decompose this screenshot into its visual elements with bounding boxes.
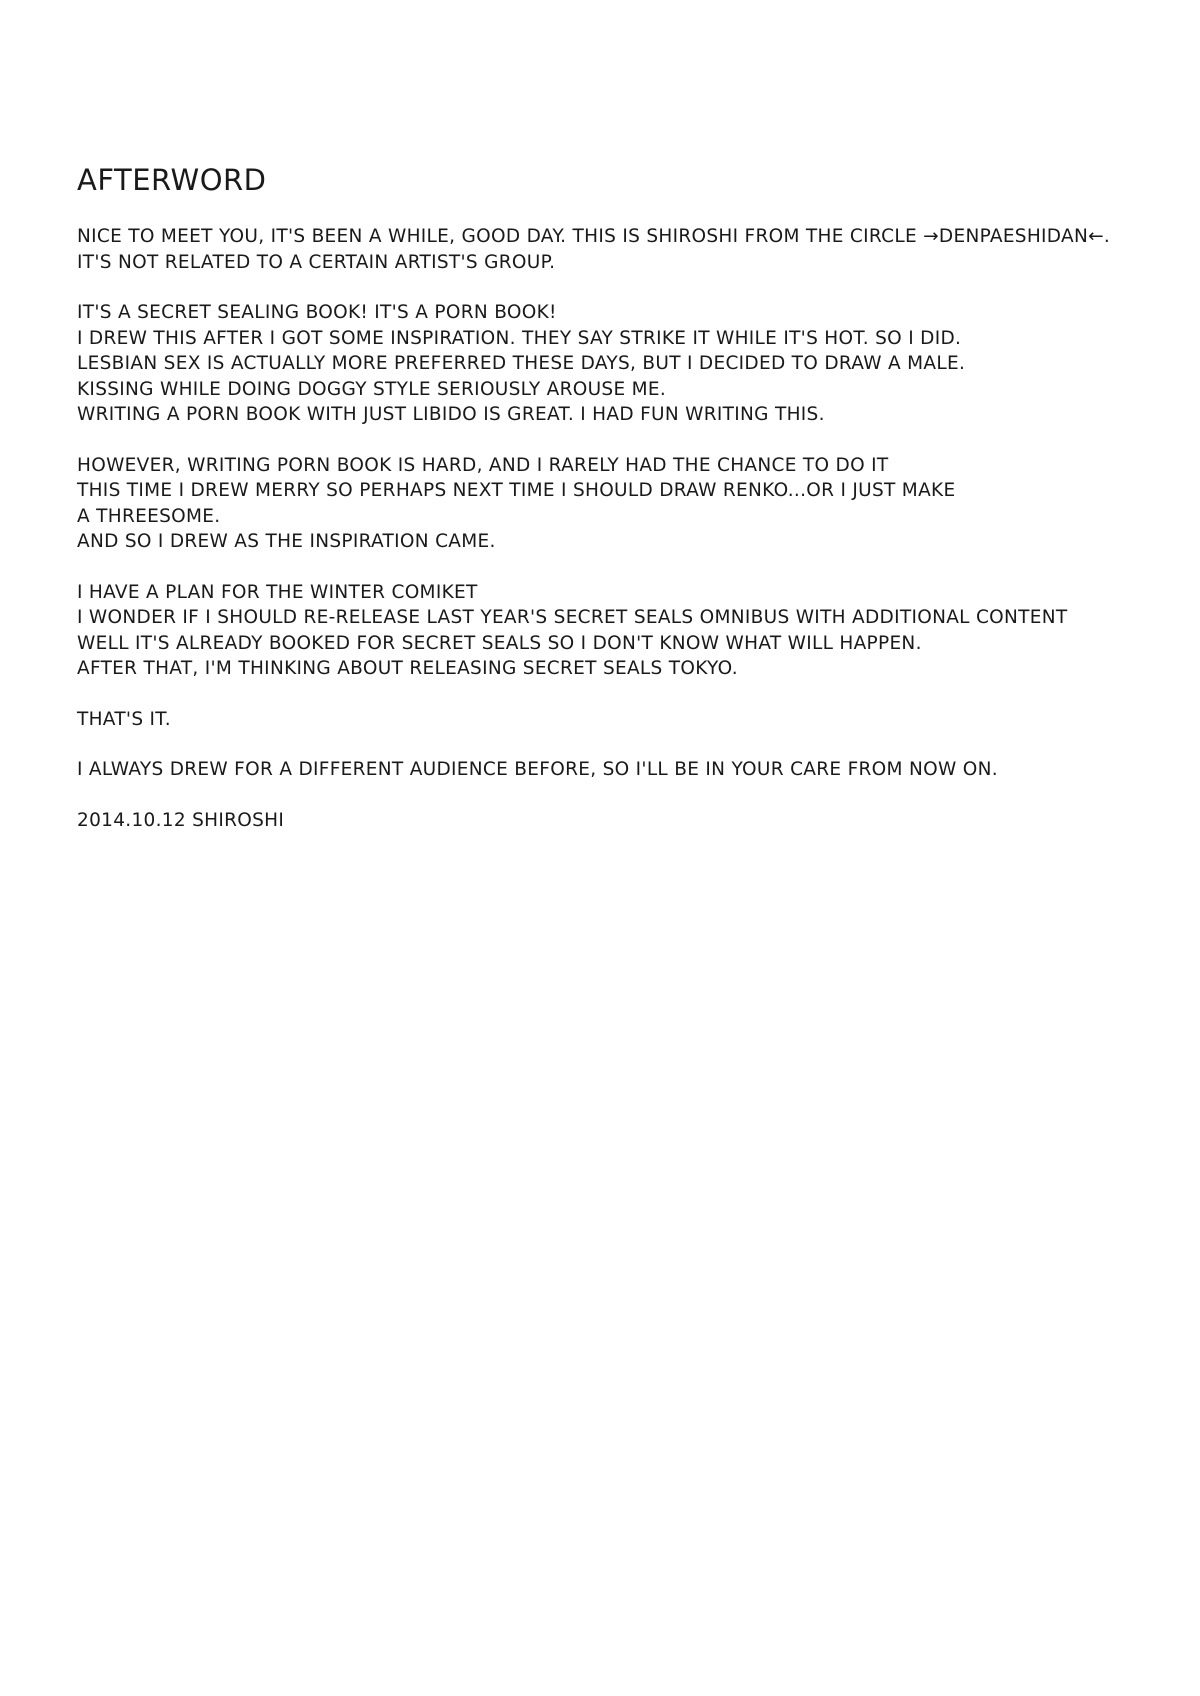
text-line: LESBIAN SEX IS ACTUALLY MORE PREFERRED THESE DAYS, BUT I DECIDED TO DRAW A MALE. <box>77 353 966 374</box>
paragraph-greeting <box>77 224 1157 275</box>
text-line: NICE TO MEET YOU, IT'S BEEN A WHILE, GOOD DAY. THIS IS SHIROSHI FROM THE CIRCLE →DENPAESHIDAN←. <box>77 226 1111 247</box>
text-line: I HAVE A PLAN FOR THE WINTER COMIKET <box>77 581 478 603</box>
text-line: THIS TIME I DREW MERRY SO PERHAPS NEXT TIME I SHOULD DRAW RENKO...OR I JUST MAKE <box>77 480 956 501</box>
paragraph-thanks <box>77 757 1157 783</box>
text-line: WRITING A PORN BOOK WITH JUST LIBIDO IS GREAT. I HAD FUN WRITING THIS. <box>77 404 825 425</box>
text-line: KISSING WHILE DOING DOGGY STYLE SERIOUSLY AROUSE ME. <box>77 378 667 400</box>
signature-line: 2014.10.12 SHIROSHI <box>77 809 285 831</box>
afterword-page <box>77 160 1157 858</box>
text-line: HOWEVER, WRITING PORN BOOK IS HARD, AND I RARELY HAD THE CHANCE TO DO IT <box>77 454 889 476</box>
paragraph-plans <box>77 580 1157 682</box>
paragraph-book-intro <box>77 300 1157 428</box>
paragraph-difficulty <box>77 453 1157 555</box>
paragraph-closing <box>77 707 1157 733</box>
text-line: I DREW THIS AFTER I GOT SOME INSPIRATION. THEY SAY STRIKE IT WHILE IT'S HOT. SO I DID. <box>77 327 962 349</box>
text-line: IT'S A SECRET SEALING BOOK! IT'S A PORN BOOK! <box>77 302 557 323</box>
text-line: IT'S NOT RELATED TO A CERTAIN ARTIST'S GROUP. <box>77 251 556 273</box>
page-title: AFTERWORD <box>77 163 267 197</box>
text-line: THAT'S IT. <box>77 708 171 730</box>
text-line: I WONDER IF I SHOULD RE-RELEASE LAST YEAR'S SECRET SEALS OMNIBUS WITH ADDITIONAL CONTENT <box>77 607 1068 628</box>
text-line: I ALWAYS DREW FOR A DIFFERENT AUDIENCE BEFORE, SO I'LL BE IN YOUR CARE FROM NOW ON. <box>77 759 998 780</box>
text-line: AFTER THAT, I'M THINKING ABOUT RELEASING SECRET SEALS TOKYO. <box>77 658 738 679</box>
text-line: A THREESOME. <box>77 505 221 527</box>
signature-date <box>77 808 1157 834</box>
text-line: WELL IT'S ALREADY BOOKED FOR SECRET SEALS SO I DON'T KNOW WHAT WILL HAPPEN. <box>77 632 922 654</box>
text-line: AND SO I DREW AS THE INSPIRATION CAME. <box>77 531 496 552</box>
